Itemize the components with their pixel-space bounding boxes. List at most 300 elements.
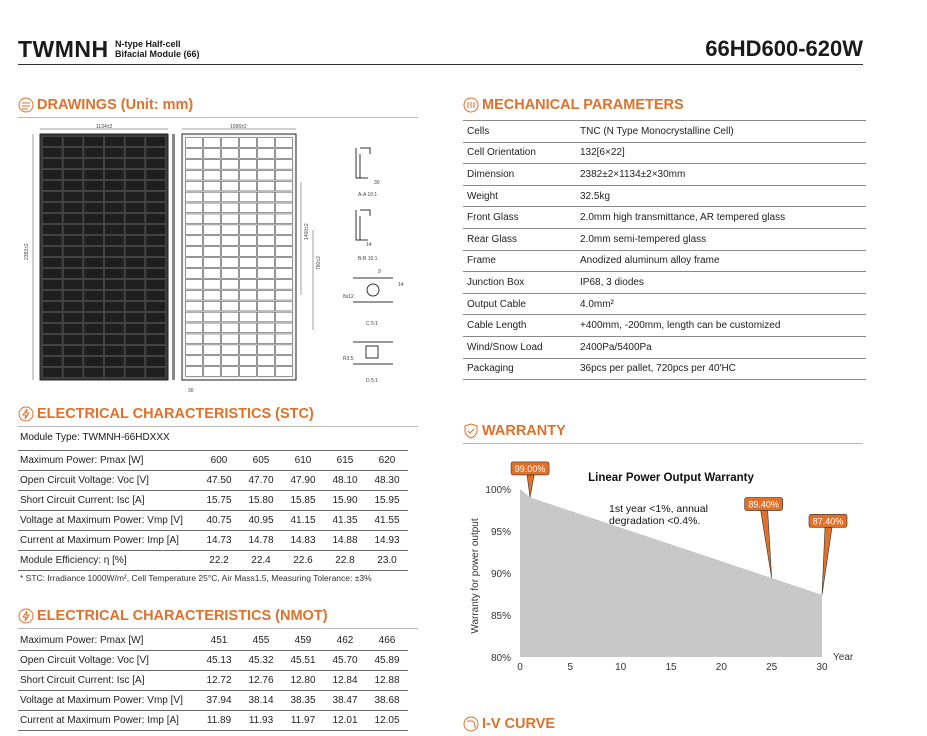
param-value: 45.51 (282, 651, 324, 671)
model-name: 66HD600-620W (705, 36, 863, 61)
solar-cell (84, 346, 103, 356)
table-row (463, 293, 866, 315)
solar-cell (258, 367, 275, 377)
solar-cell (125, 214, 144, 224)
solar-cell (125, 181, 144, 191)
solar-cell (186, 279, 203, 289)
param-name: Cable Length (463, 315, 580, 337)
table-row (463, 121, 866, 143)
solar-cell (63, 258, 82, 268)
param-name: Front Glass (463, 207, 580, 229)
param-value: 22.6 (282, 551, 324, 571)
param-value: 2382±2×1134±2×30mm (580, 164, 866, 186)
solar-cell (222, 323, 239, 333)
solar-cell (43, 137, 62, 147)
solar-cell (240, 279, 257, 289)
solar-cell (84, 247, 103, 257)
param-name: Wind/Snow Load (463, 336, 580, 358)
solar-cell (146, 181, 165, 191)
solar-cell (186, 290, 203, 300)
param-value: 15.95 (366, 491, 408, 511)
table-row (18, 451, 408, 471)
param-value: 14.93 (366, 531, 408, 551)
solar-cell (146, 346, 165, 356)
solar-cell (84, 159, 103, 169)
solar-cell (146, 269, 165, 279)
table-row (18, 691, 408, 711)
back-view (182, 124, 322, 394)
solar-cell (258, 159, 275, 169)
solar-cell (276, 225, 293, 235)
solar-cell (186, 356, 203, 366)
frame-b-dim: 14 (366, 242, 372, 248)
solar-cell (43, 324, 62, 334)
solar-cell (240, 312, 257, 322)
param-name: Cells (463, 121, 580, 143)
solar-cell (276, 192, 293, 202)
subtitle-line-2: Bifacial Module (66) (115, 49, 200, 59)
solar-cell (186, 203, 203, 213)
stc-title-text: ELECTRICAL CHARACTERISTICS (STC) (37, 406, 314, 422)
solar-cell (43, 269, 62, 279)
solar-cell (258, 192, 275, 202)
chart-annotation-2: degradation <0.4%. (609, 515, 701, 527)
solar-cell (43, 159, 62, 169)
solar-cell (240, 290, 257, 300)
table-row (18, 531, 408, 551)
solar-cell (125, 357, 144, 367)
side-frame (172, 134, 175, 380)
param-value: 45.89 (366, 651, 408, 671)
solar-cell (222, 301, 239, 311)
param-value: IP68, 3 diodes (580, 272, 866, 294)
solar-cell (204, 334, 221, 344)
x-tick-label: 10 (615, 662, 627, 673)
solar-cell (146, 357, 165, 367)
solar-cell (204, 149, 221, 159)
stc-rule (18, 426, 418, 427)
front-height-dim: 2382±2 (24, 243, 30, 260)
solar-cell (276, 214, 293, 224)
x-tick-label: 5 (567, 662, 574, 673)
solar-cell (146, 258, 165, 268)
solar-cell (222, 236, 239, 246)
table-row (18, 491, 408, 511)
solar-cell (63, 225, 82, 235)
solar-cell (105, 291, 124, 301)
y-tick-label: 90% (490, 569, 511, 580)
solar-cell (258, 225, 275, 235)
solar-cell (240, 301, 257, 311)
solar-cell (63, 236, 82, 246)
solar-cell (146, 335, 165, 345)
iv-title (463, 716, 555, 732)
solar-cell (204, 159, 221, 169)
param-value: 605 (240, 451, 282, 471)
hole-c-dim: 8x12 (343, 294, 354, 300)
param-name: Module Efficiency: η [%] (18, 551, 198, 571)
solar-cell (146, 291, 165, 301)
table-row (18, 551, 408, 571)
solar-cell (240, 159, 257, 169)
solar-cell (125, 192, 144, 202)
solar-cell (146, 313, 165, 323)
table-row (463, 164, 866, 186)
solar-cell (240, 138, 257, 148)
solar-cell (63, 291, 82, 301)
solar-cell (276, 334, 293, 344)
solar-cell (276, 203, 293, 213)
warranty-chart (463, 446, 863, 678)
solar-cell (63, 203, 82, 213)
solar-cell (43, 192, 62, 202)
param-value: 4.0mm² (580, 293, 866, 315)
solar-cell (222, 312, 239, 322)
solar-cell (258, 323, 275, 333)
solar-cell (105, 280, 124, 290)
solar-cell (84, 225, 103, 235)
param-value: 38.68 (366, 691, 408, 711)
lightning-icon (18, 406, 34, 422)
table-row (18, 511, 408, 531)
curve-icon (463, 716, 479, 732)
solar-cell (125, 159, 144, 169)
solar-cell (222, 367, 239, 377)
solar-cell (258, 247, 275, 257)
param-name: Weight (463, 185, 580, 207)
solar-cell (84, 236, 103, 246)
mechanical-title (463, 97, 684, 113)
x-tick-label: 25 (766, 662, 778, 673)
solar-cell (63, 335, 82, 345)
solar-cell (186, 258, 203, 268)
hole-b-dim: 14 (398, 282, 404, 288)
param-name: Dimension (463, 164, 580, 186)
y-tick-label: 80% (490, 653, 511, 664)
param-name: Cell Orientation (463, 142, 580, 164)
param-value: 14.78 (240, 531, 282, 551)
solar-cell (186, 367, 203, 377)
x-tick-label: 30 (816, 662, 828, 673)
mechanical-table (463, 120, 866, 380)
table-row (463, 185, 866, 207)
solar-cell (105, 357, 124, 367)
param-name: Junction Box (463, 272, 580, 294)
solar-cell (43, 148, 62, 158)
solar-cell (204, 170, 221, 180)
solar-cell (186, 236, 203, 246)
stc-title (18, 406, 314, 422)
solar-cell (105, 324, 124, 334)
solar-cell (186, 334, 203, 344)
solar-cell (222, 214, 239, 224)
solar-cell (240, 236, 257, 246)
solar-cell (276, 301, 293, 311)
solar-cell (276, 236, 293, 246)
table-row (18, 651, 408, 671)
table-row (463, 336, 866, 358)
solar-cell (222, 149, 239, 159)
mount-dim-1: 1400±2 (304, 223, 310, 240)
solar-cell (258, 279, 275, 289)
param-value: 12.88 (366, 671, 408, 691)
solar-cell (204, 290, 221, 300)
solar-cell (276, 149, 293, 159)
solar-cell (258, 214, 275, 224)
callout-pointer (527, 475, 534, 498)
solar-cell (84, 324, 103, 334)
back-width-dim: 1096±2 (230, 124, 247, 130)
module-drawings (18, 120, 418, 400)
callout-label: 99.00% (514, 463, 546, 474)
solar-cell (105, 247, 124, 257)
solar-cell (63, 357, 82, 367)
solar-cell (276, 269, 293, 279)
brand-subtitle (115, 39, 200, 59)
param-name: Open Circuit Voltage: Voc [V] (18, 471, 198, 491)
solar-cell (240, 356, 257, 366)
param-value: 2.0mm semi-tempered glass (580, 228, 866, 250)
solar-cell (276, 312, 293, 322)
param-value: 41.55 (366, 511, 408, 531)
solar-cell (186, 345, 203, 355)
solar-cell (63, 137, 82, 147)
gear-list-icon (463, 97, 479, 113)
solar-cell (63, 148, 82, 158)
solar-cell (125, 335, 144, 345)
solar-cell (204, 247, 221, 257)
solar-cell (186, 225, 203, 235)
solar-cell (258, 138, 275, 148)
param-value: 2.0mm high transmittance, AR tempered glass (580, 207, 866, 229)
solar-cell (222, 192, 239, 202)
solar-cell (125, 137, 144, 147)
hole-d-dim: R3.5 (343, 356, 354, 362)
hole-a-dim: 9 (378, 269, 381, 275)
solar-cell (105, 269, 124, 279)
solar-cell (222, 247, 239, 257)
solar-cell (84, 269, 103, 279)
frame-a-dim: 30 (374, 180, 380, 186)
table-row (463, 250, 866, 272)
drawings-title-text: DRAWINGS (Unit: mm) (37, 97, 194, 113)
param-value: 455 (240, 631, 282, 651)
solar-cell (105, 159, 124, 169)
section-c-label: C 5:1 (366, 321, 378, 327)
param-value: 620 (366, 451, 408, 471)
solar-cell (63, 346, 82, 356)
solar-cell (63, 368, 82, 378)
solar-cell (43, 181, 62, 191)
param-value: 462 (324, 631, 366, 651)
solar-cell (204, 192, 221, 202)
solar-cell (186, 138, 203, 148)
solar-cell (240, 225, 257, 235)
solar-cell (43, 302, 62, 312)
solar-cell (186, 181, 203, 191)
param-value: 22.2 (198, 551, 240, 571)
solar-cell (258, 312, 275, 322)
solar-cell (125, 280, 144, 290)
table-row (463, 315, 866, 337)
solar-cell (125, 236, 144, 246)
solar-cell (240, 345, 257, 355)
param-value: 47.70 (240, 471, 282, 491)
solar-cell (105, 137, 124, 147)
solar-cell (105, 148, 124, 158)
solar-cell (276, 356, 293, 366)
solar-cell (84, 214, 103, 224)
solar-cell (204, 301, 221, 311)
solar-cell (222, 334, 239, 344)
solar-cell (146, 192, 165, 202)
param-value: 11.93 (240, 711, 282, 731)
solar-cell (125, 269, 144, 279)
solar-cell (258, 236, 275, 246)
solar-cell (186, 247, 203, 257)
solar-cell (222, 138, 239, 148)
solar-cell (105, 225, 124, 235)
table-row (18, 671, 408, 691)
solar-cell (222, 170, 239, 180)
param-value: 38.14 (240, 691, 282, 711)
solar-cell (43, 335, 62, 345)
solar-cell (258, 301, 275, 311)
solar-cell (84, 368, 103, 378)
solar-cell (240, 203, 257, 213)
solar-cell (105, 258, 124, 268)
param-value: 15.80 (240, 491, 282, 511)
solar-cell (204, 203, 221, 213)
param-name: Current at Maximum Power: Imp [A] (18, 531, 198, 551)
solar-cell (105, 214, 124, 224)
solar-cell (204, 345, 221, 355)
solar-cell (146, 214, 165, 224)
param-value: Anodized aluminum alloy frame (580, 250, 866, 272)
chart-title: Linear Power Output Warranty (588, 472, 754, 484)
param-name: Frame (463, 250, 580, 272)
param-value: 38.35 (282, 691, 324, 711)
chart-annotation-1: 1st year <1%, annual (609, 503, 708, 515)
solar-cell (240, 247, 257, 257)
shield-check-icon (463, 423, 479, 439)
x-tick-label: 20 (715, 662, 727, 673)
param-value: 15.75 (198, 491, 240, 511)
solar-cell (258, 181, 275, 191)
callout-label: 89.40% (748, 499, 779, 510)
solar-cell (204, 214, 221, 224)
param-value: TNC (N Type Monocrystalline Cell) (580, 121, 866, 143)
solar-cell (63, 181, 82, 191)
table-row (18, 711, 408, 731)
solar-cell (63, 280, 82, 290)
param-value: 32.5kg (580, 185, 866, 207)
solar-cell (240, 334, 257, 344)
callout-pointer (761, 511, 772, 578)
solar-cell (222, 356, 239, 366)
solar-cell (105, 181, 124, 191)
solar-cell (146, 247, 165, 257)
table-row (18, 631, 408, 651)
solar-cell (186, 214, 203, 224)
table-row (463, 272, 866, 294)
x-tick-label: 0 (517, 662, 523, 673)
solar-cell (186, 323, 203, 333)
param-value: 12.72 (198, 671, 240, 691)
param-name: Open Circuit Voltage: Voc [V] (18, 651, 198, 671)
stc-note: * STC: Irradiance 1000W/m², Cell Temperature 25°C, Air Mass1.5, Measuring Tolerance: ±3% (20, 573, 372, 583)
solar-cell (105, 203, 124, 213)
param-name: Voltage at Maximum Power: Vmp [V] (18, 511, 198, 531)
solar-cell (186, 170, 203, 180)
param-value: 615 (324, 451, 366, 471)
solar-cell (258, 170, 275, 180)
solar-cell (125, 148, 144, 158)
solar-cell (276, 170, 293, 180)
solar-cell (146, 159, 165, 169)
solar-cell (204, 225, 221, 235)
solar-cell (43, 247, 62, 257)
solar-cell (204, 138, 221, 148)
param-value: 610 (282, 451, 324, 471)
param-name: Maximum Power: Pmax [W] (18, 631, 198, 651)
solar-cell (125, 368, 144, 378)
header-rule (18, 64, 863, 65)
brand-name: TWMNH (18, 36, 109, 62)
y-tick-label: 100% (485, 485, 511, 496)
solar-cell (276, 181, 293, 191)
solar-cell (105, 346, 124, 356)
chart-y-label: Warranty for power output (470, 518, 481, 634)
solar-cell (276, 290, 293, 300)
solar-cell (204, 356, 221, 366)
table-row (463, 228, 866, 250)
solar-cell (276, 138, 293, 148)
solar-cell (63, 324, 82, 334)
solar-cell (43, 346, 62, 356)
solar-cell (146, 148, 165, 158)
module-type: Module Type: TWMNH-66HDXXX (20, 432, 170, 443)
solar-cell (258, 334, 275, 344)
solar-cell (43, 236, 62, 246)
solar-cell (204, 279, 221, 289)
param-name: Rear Glass (463, 228, 580, 250)
solar-cell (84, 170, 103, 180)
section-a-label: A-A 10:1 (358, 192, 378, 198)
solar-cell (258, 356, 275, 366)
solar-cell (240, 192, 257, 202)
solar-cell (63, 159, 82, 169)
solar-cell (105, 170, 124, 180)
solar-cell (240, 269, 257, 279)
solar-cell (84, 258, 103, 268)
solar-cell (125, 170, 144, 180)
solar-cell (63, 313, 82, 323)
iv-title-text: I-V CURVE (482, 716, 556, 732)
front-width-dim: 1134±2 (96, 124, 113, 130)
solar-cell (84, 181, 103, 191)
solar-cell (146, 324, 165, 334)
solar-cell (84, 291, 103, 301)
solar-cell (105, 192, 124, 202)
solar-cell (63, 269, 82, 279)
solar-cell (146, 302, 165, 312)
y-tick-label: 85% (490, 611, 511, 622)
solar-cell (204, 367, 221, 377)
table-row (463, 358, 866, 380)
nmot-table (18, 631, 408, 731)
solar-cell (63, 247, 82, 257)
